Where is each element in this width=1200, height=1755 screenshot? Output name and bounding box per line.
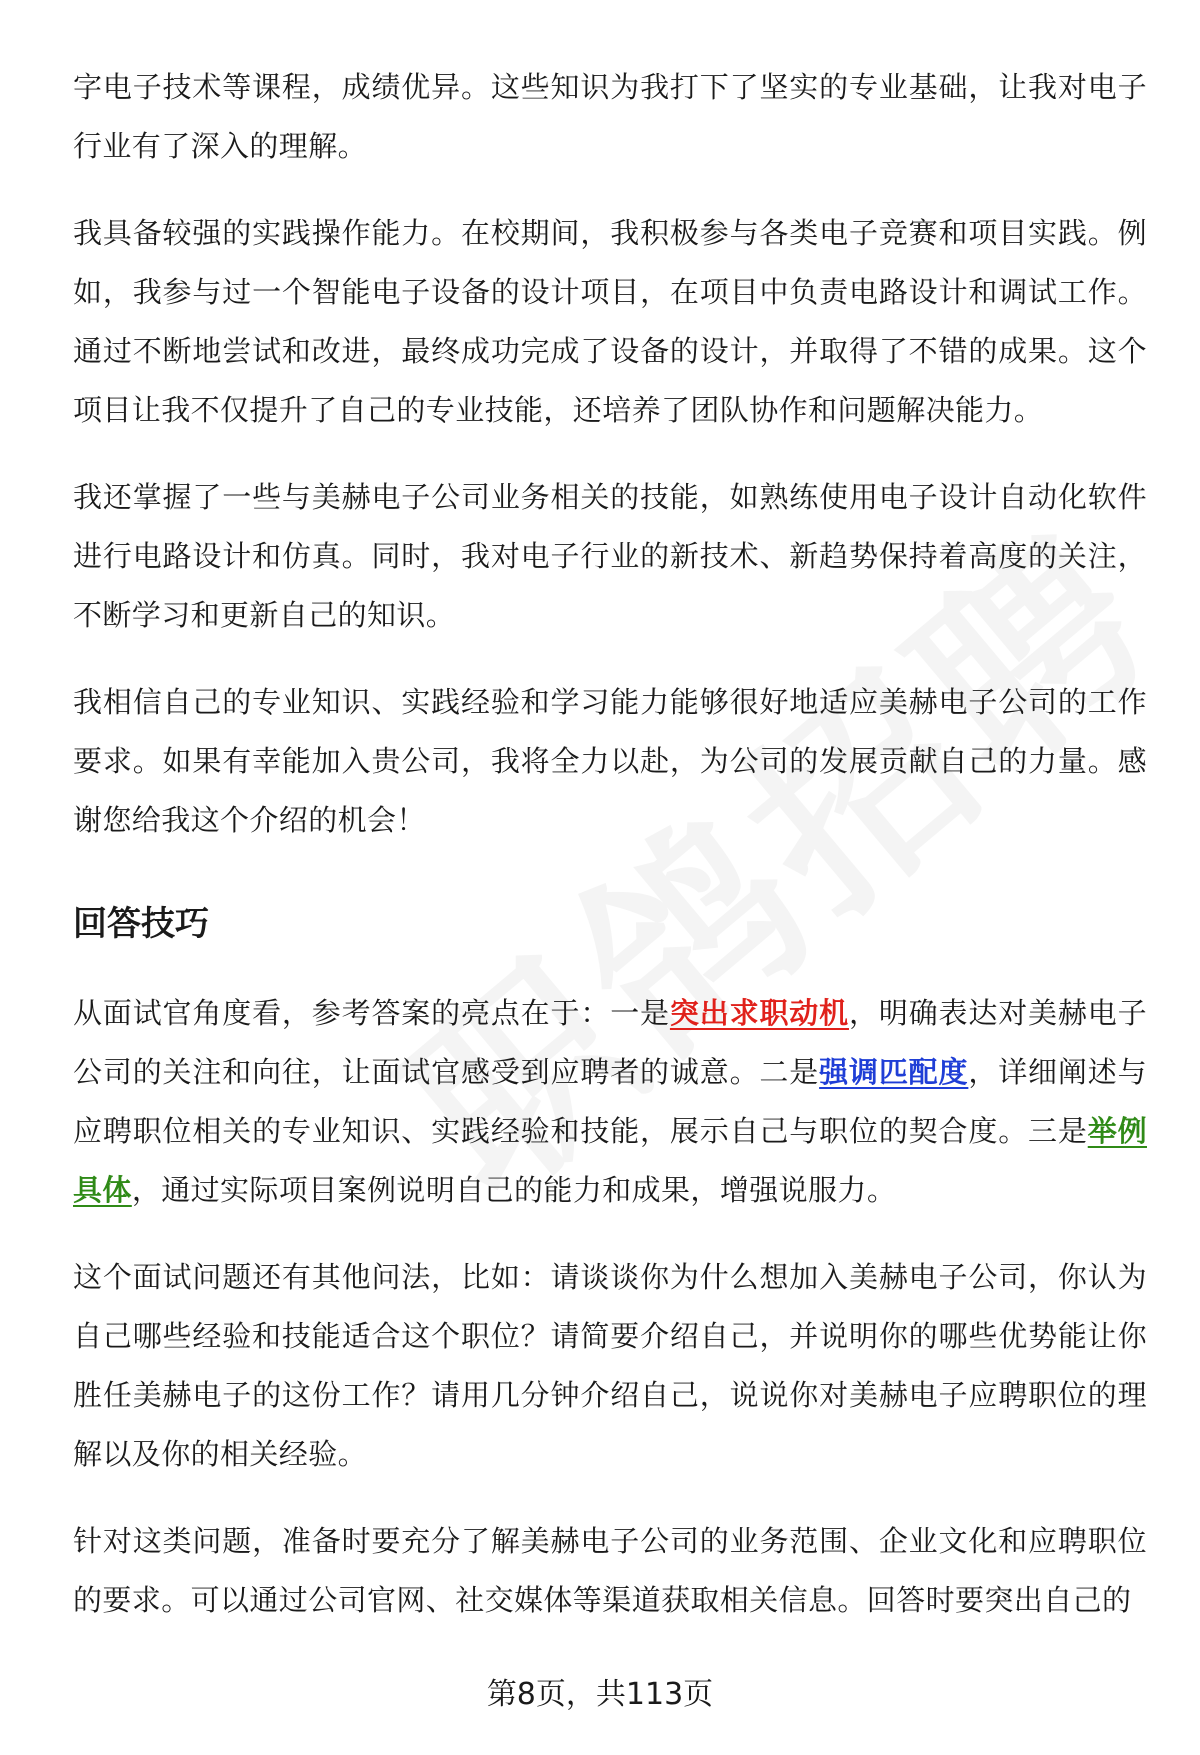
paragraph-tips: [73, 984, 1147, 1220]
highlight-examples: 举例具体: [73, 1114, 1147, 1207]
highlight-motivation: 突出求职动机: [669, 996, 849, 1030]
paragraph-education: 字电子技术等课程，成绩优异。这些知识为我打下了坚实的专业基础，让我对电子行业有了深入的理解。: [73, 70, 1147, 163]
highlight-match: 强调匹配度: [819, 1055, 969, 1089]
paragraph-preparation: 针对这类问题，准备时要充分了解美赫电子公司的业务范围、企业文化和应聘职位的要求。可以通过公司官网、社交媒体等渠道获取相关信息。回答时要突出自己的: [73, 1524, 1147, 1617]
paragraph-closing: 我相信自己的专业知识、实践经验和学习能力能够很好地适应美赫电子公司的工作要求。如果有幸能加入贵公司，我将全力以赴，为公司的发展贡献自己的力量。感谢您给我这个介绍的机会！: [73, 685, 1147, 837]
tips-text-3: ，详细阐述与应聘职位相关的专业知识、实践经验和技能，展示自己与职位的契合度。三是: [73, 1055, 1147, 1148]
document-body: [73, 58, 1147, 1658]
section-title: 回答技巧: [73, 904, 209, 944]
page-number: 第8页，共113页: [486, 1677, 714, 1712]
tips-text-2: ，明确表达对美赫电子公司的关注和向往，让面试官感受到应聘者的诚意。二是: [73, 996, 1147, 1089]
tips-text-4: ，通过实际项目案例说明自己的能力和成果，增强说服力。: [131, 1173, 897, 1207]
paragraph-practice: 我具备较强的实践操作能力。在校期间，我积极参与各类电子竞赛和项目实践。例如，我参与过一个智能电子设备的设计项目，在项目中负责电路设计和调试工作。通过不断地尝试和改进，最终成功完成了设备的设计，并取得了不错的成果。这个项目让我不仅提升了自己的专业技能，还培养了团队协作和问题解决能力。: [73, 216, 1147, 427]
tips-text-1: 从面试官角度看，参考答案的亮点在于：一是: [73, 996, 670, 1030]
paragraph-alternatives: 这个面试问题还有其他问法，比如：请谈谈你为什么想加入美赫电子公司，你认为自己哪些经验和技能适合这个职位？请简要介绍自己，并说明你的哪些优势能让你胜任美赫电子的这份工作？请用几分钟介绍自己，说说你对美赫电子应聘职位的理解以及你的相关经验。: [73, 1260, 1147, 1471]
paragraph-skills: 我还掌握了一些与美赫电子公司业务相关的技能，如熟练使用电子设计自动化软件进行电路设计和仿真。同时，我对电子行业的新技术、新趋势保持着高度的关注，不断学习和更新自己的知识。: [73, 480, 1147, 632]
